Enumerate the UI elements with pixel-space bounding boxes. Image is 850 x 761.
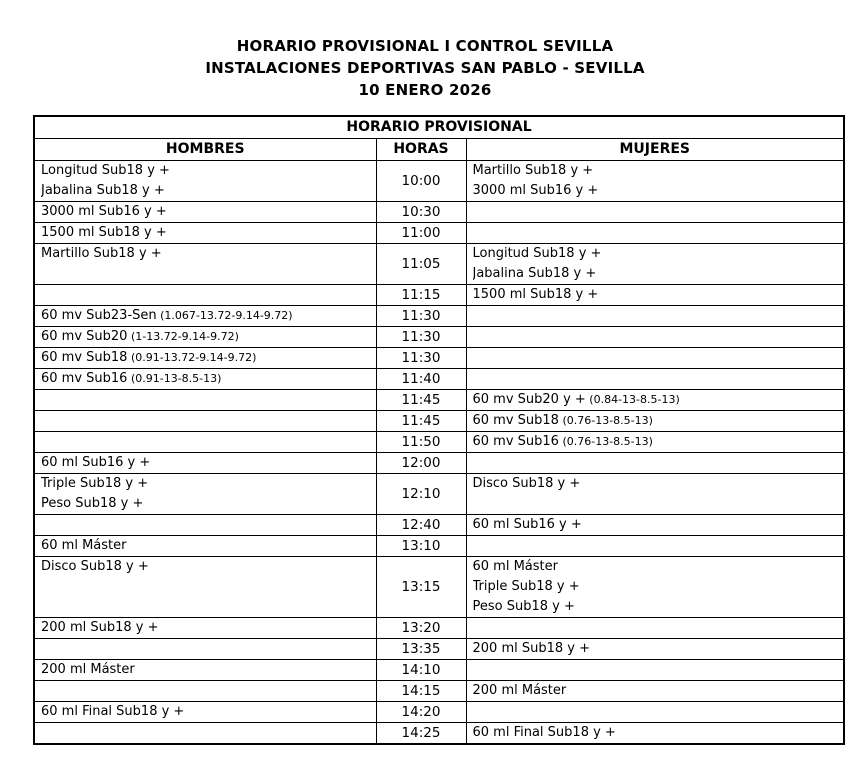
hora-cell: 12:10 (376, 473, 466, 514)
mujeres-cell (466, 617, 844, 638)
event-name: 3000 ml Sub16 y + (41, 203, 167, 219)
table-row (34, 701, 844, 722)
hombres-cell (34, 431, 376, 452)
mujeres-cell (466, 722, 844, 744)
table-row (34, 160, 844, 201)
hurdle-spec: (0.76-13-8.5-13) (558, 434, 653, 448)
table-row (34, 680, 844, 701)
document-title (0, 0, 850, 101)
hombres-cell (34, 368, 376, 389)
hombres-cell (34, 243, 376, 284)
event-name: 60 mv Sub16 (0.91-13-8.5-13) (41, 370, 222, 386)
event-name: 60 mv Sub23-Sen (1.067-13.72-9.14-9.72) (41, 307, 293, 323)
table-row (34, 389, 844, 410)
table-title-row (34, 116, 844, 138)
event-name: Disco Sub18 y + (41, 558, 149, 574)
mujeres-cell (466, 680, 844, 701)
mujeres-cell (466, 452, 844, 473)
mujeres-cell (466, 160, 844, 201)
table-row (34, 222, 844, 243)
hora-cell: 14:15 (376, 680, 466, 701)
event-name: 3000 ml Sub16 y + (472, 182, 599, 198)
hora-cell: 13:35 (376, 638, 466, 659)
hombres-cell (34, 284, 376, 305)
hombres-cell (34, 638, 376, 659)
event-name: Jabalina Sub18 y + (472, 265, 597, 281)
mujeres-cell (466, 659, 844, 680)
hora-cell: 11:15 (376, 284, 466, 305)
table-row (34, 514, 844, 535)
event-name: Disco Sub18 y + (472, 475, 581, 491)
column-header-hombres: HOMBRES (34, 138, 376, 160)
document-title-line-1: HORARIO PROVISIONAL I CONTROL SEVILLA (236, 37, 614, 55)
column-header-horas: HORAS (376, 138, 466, 160)
event-name: 200 ml Máster (472, 682, 567, 698)
hombres-cell (34, 201, 376, 222)
event-name: 60 ml Máster (41, 537, 127, 553)
table-row (34, 535, 844, 556)
hurdle-spec: (1-13.72-9.14-9.72) (127, 329, 239, 343)
hombres-cell (34, 701, 376, 722)
event-name: 1500 ml Sub18 y + (472, 286, 599, 302)
hora-cell: 13:10 (376, 535, 466, 556)
event-name: Longitud Sub18 y + (472, 245, 602, 261)
mujeres-cell (466, 473, 844, 514)
table-row (34, 431, 844, 452)
mujeres-cell (466, 389, 844, 410)
event-name: 60 mv Sub20 y + (0.84-13-8.5-13) (472, 391, 680, 407)
hombres-cell (34, 617, 376, 638)
hora-cell: 11:05 (376, 243, 466, 284)
hombres-cell (34, 347, 376, 368)
table-row (34, 243, 844, 284)
table-row (34, 368, 844, 389)
mujeres-cell (466, 368, 844, 389)
event-name: Triple Sub18 y + (472, 578, 580, 594)
table-row (34, 305, 844, 326)
mujeres-cell (466, 410, 844, 431)
hora-cell: 13:20 (376, 617, 466, 638)
hombres-cell (34, 326, 376, 347)
hora-cell: 11:45 (376, 389, 466, 410)
event-name: 1500 ml Sub18 y + (41, 224, 167, 240)
schedule-table (33, 115, 845, 745)
hora-cell: 11:30 (376, 305, 466, 326)
hora-cell: 12:40 (376, 514, 466, 535)
event-name: 60 mv Sub20 (1-13.72-9.14-9.72) (41, 328, 239, 344)
mujeres-cell (466, 284, 844, 305)
event-name: 200 ml Máster (41, 661, 135, 677)
hurdle-spec: (0.91-13-8.5-13) (127, 371, 222, 385)
table-row (34, 617, 844, 638)
column-header-row (34, 138, 844, 160)
table-row (34, 473, 844, 514)
event-name: 60 ml Final Sub18 y + (41, 703, 185, 719)
mujeres-cell (466, 556, 844, 617)
hora-cell: 14:25 (376, 722, 466, 744)
hora-cell: 10:30 (376, 201, 466, 222)
event-name: 60 ml Sub16 y + (41, 454, 151, 470)
mujeres-cell (466, 535, 844, 556)
mujeres-cell (466, 326, 844, 347)
event-name: Martillo Sub18 y + (472, 162, 594, 178)
mujeres-cell (466, 347, 844, 368)
hurdle-spec: (0.76-13-8.5-13) (558, 413, 653, 427)
hombres-cell (34, 535, 376, 556)
hora-cell: 11:00 (376, 222, 466, 243)
event-name: Longitud Sub18 y + (41, 162, 170, 178)
schedule-table-body (34, 160, 844, 744)
event-name: Peso Sub18 y + (472, 598, 575, 614)
hurdle-spec: (1.067-13.72-9.14-9.72) (156, 308, 293, 322)
mujeres-cell (466, 431, 844, 452)
table-row (34, 284, 844, 305)
event-name: 60 ml Final Sub18 y + (472, 724, 616, 740)
document-title-line-3: 10 ENERO 2026 (358, 81, 492, 99)
hombres-cell (34, 680, 376, 701)
hora-cell: 11:45 (376, 410, 466, 431)
event-name: 200 ml Sub18 y + (41, 619, 159, 635)
mujeres-cell (466, 201, 844, 222)
table-row (34, 659, 844, 680)
hombres-cell (34, 722, 376, 744)
hombres-cell (34, 514, 376, 535)
hora-cell: 14:20 (376, 701, 466, 722)
table-row (34, 410, 844, 431)
table-title: HORARIO PROVISIONAL (34, 116, 844, 138)
mujeres-cell (466, 305, 844, 326)
event-name: 60 ml Máster (472, 558, 558, 574)
table-row (34, 326, 844, 347)
table-row (34, 722, 844, 744)
hombres-cell (34, 452, 376, 473)
hora-cell: 12:00 (376, 452, 466, 473)
hurdle-spec: (0.91-13.72-9.14-9.72) (127, 350, 257, 364)
table-row (34, 347, 844, 368)
hombres-cell (34, 222, 376, 243)
mujeres-cell (466, 514, 844, 535)
hombres-cell (34, 556, 376, 617)
document-title-line-2: INSTALACIONES DEPORTIVAS SAN PABLO - SEVILLA (205, 59, 645, 77)
hora-cell: 14:10 (376, 659, 466, 680)
hombres-cell (34, 659, 376, 680)
table-row (34, 556, 844, 617)
hombres-cell (34, 410, 376, 431)
hora-cell: 11:40 (376, 368, 466, 389)
table-row (34, 201, 844, 222)
table-row (34, 638, 844, 659)
hora-cell: 10:00 (376, 160, 466, 201)
column-header-mujeres: MUJERES (466, 138, 844, 160)
mujeres-cell (466, 701, 844, 722)
mujeres-cell (466, 222, 844, 243)
hora-cell: 13:15 (376, 556, 466, 617)
event-name: 60 mv Sub18 (0.76-13-8.5-13) (472, 412, 653, 428)
event-name: 200 ml Sub18 y + (472, 640, 590, 656)
hombres-cell (34, 389, 376, 410)
event-name: 60 mv Sub16 (0.76-13-8.5-13) (472, 433, 653, 449)
event-name: Jabalina Sub18 y + (41, 182, 165, 198)
hora-cell: 11:30 (376, 347, 466, 368)
event-name: Triple Sub18 y + (41, 475, 149, 491)
table-row (34, 452, 844, 473)
hombres-cell (34, 160, 376, 201)
event-name: Martillo Sub18 y + (41, 245, 162, 261)
event-name: Peso Sub18 y + (41, 495, 144, 511)
event-name: 60 ml Sub16 y + (472, 516, 582, 532)
mujeres-cell (466, 243, 844, 284)
mujeres-cell (466, 638, 844, 659)
hora-cell: 11:50 (376, 431, 466, 452)
hombres-cell (34, 305, 376, 326)
hora-cell: 11:30 (376, 326, 466, 347)
event-name: 60 mv Sub18 (0.91-13.72-9.14-9.72) (41, 349, 257, 365)
hurdle-spec: (0.84-13-8.5-13) (585, 392, 680, 406)
hombres-cell (34, 473, 376, 514)
